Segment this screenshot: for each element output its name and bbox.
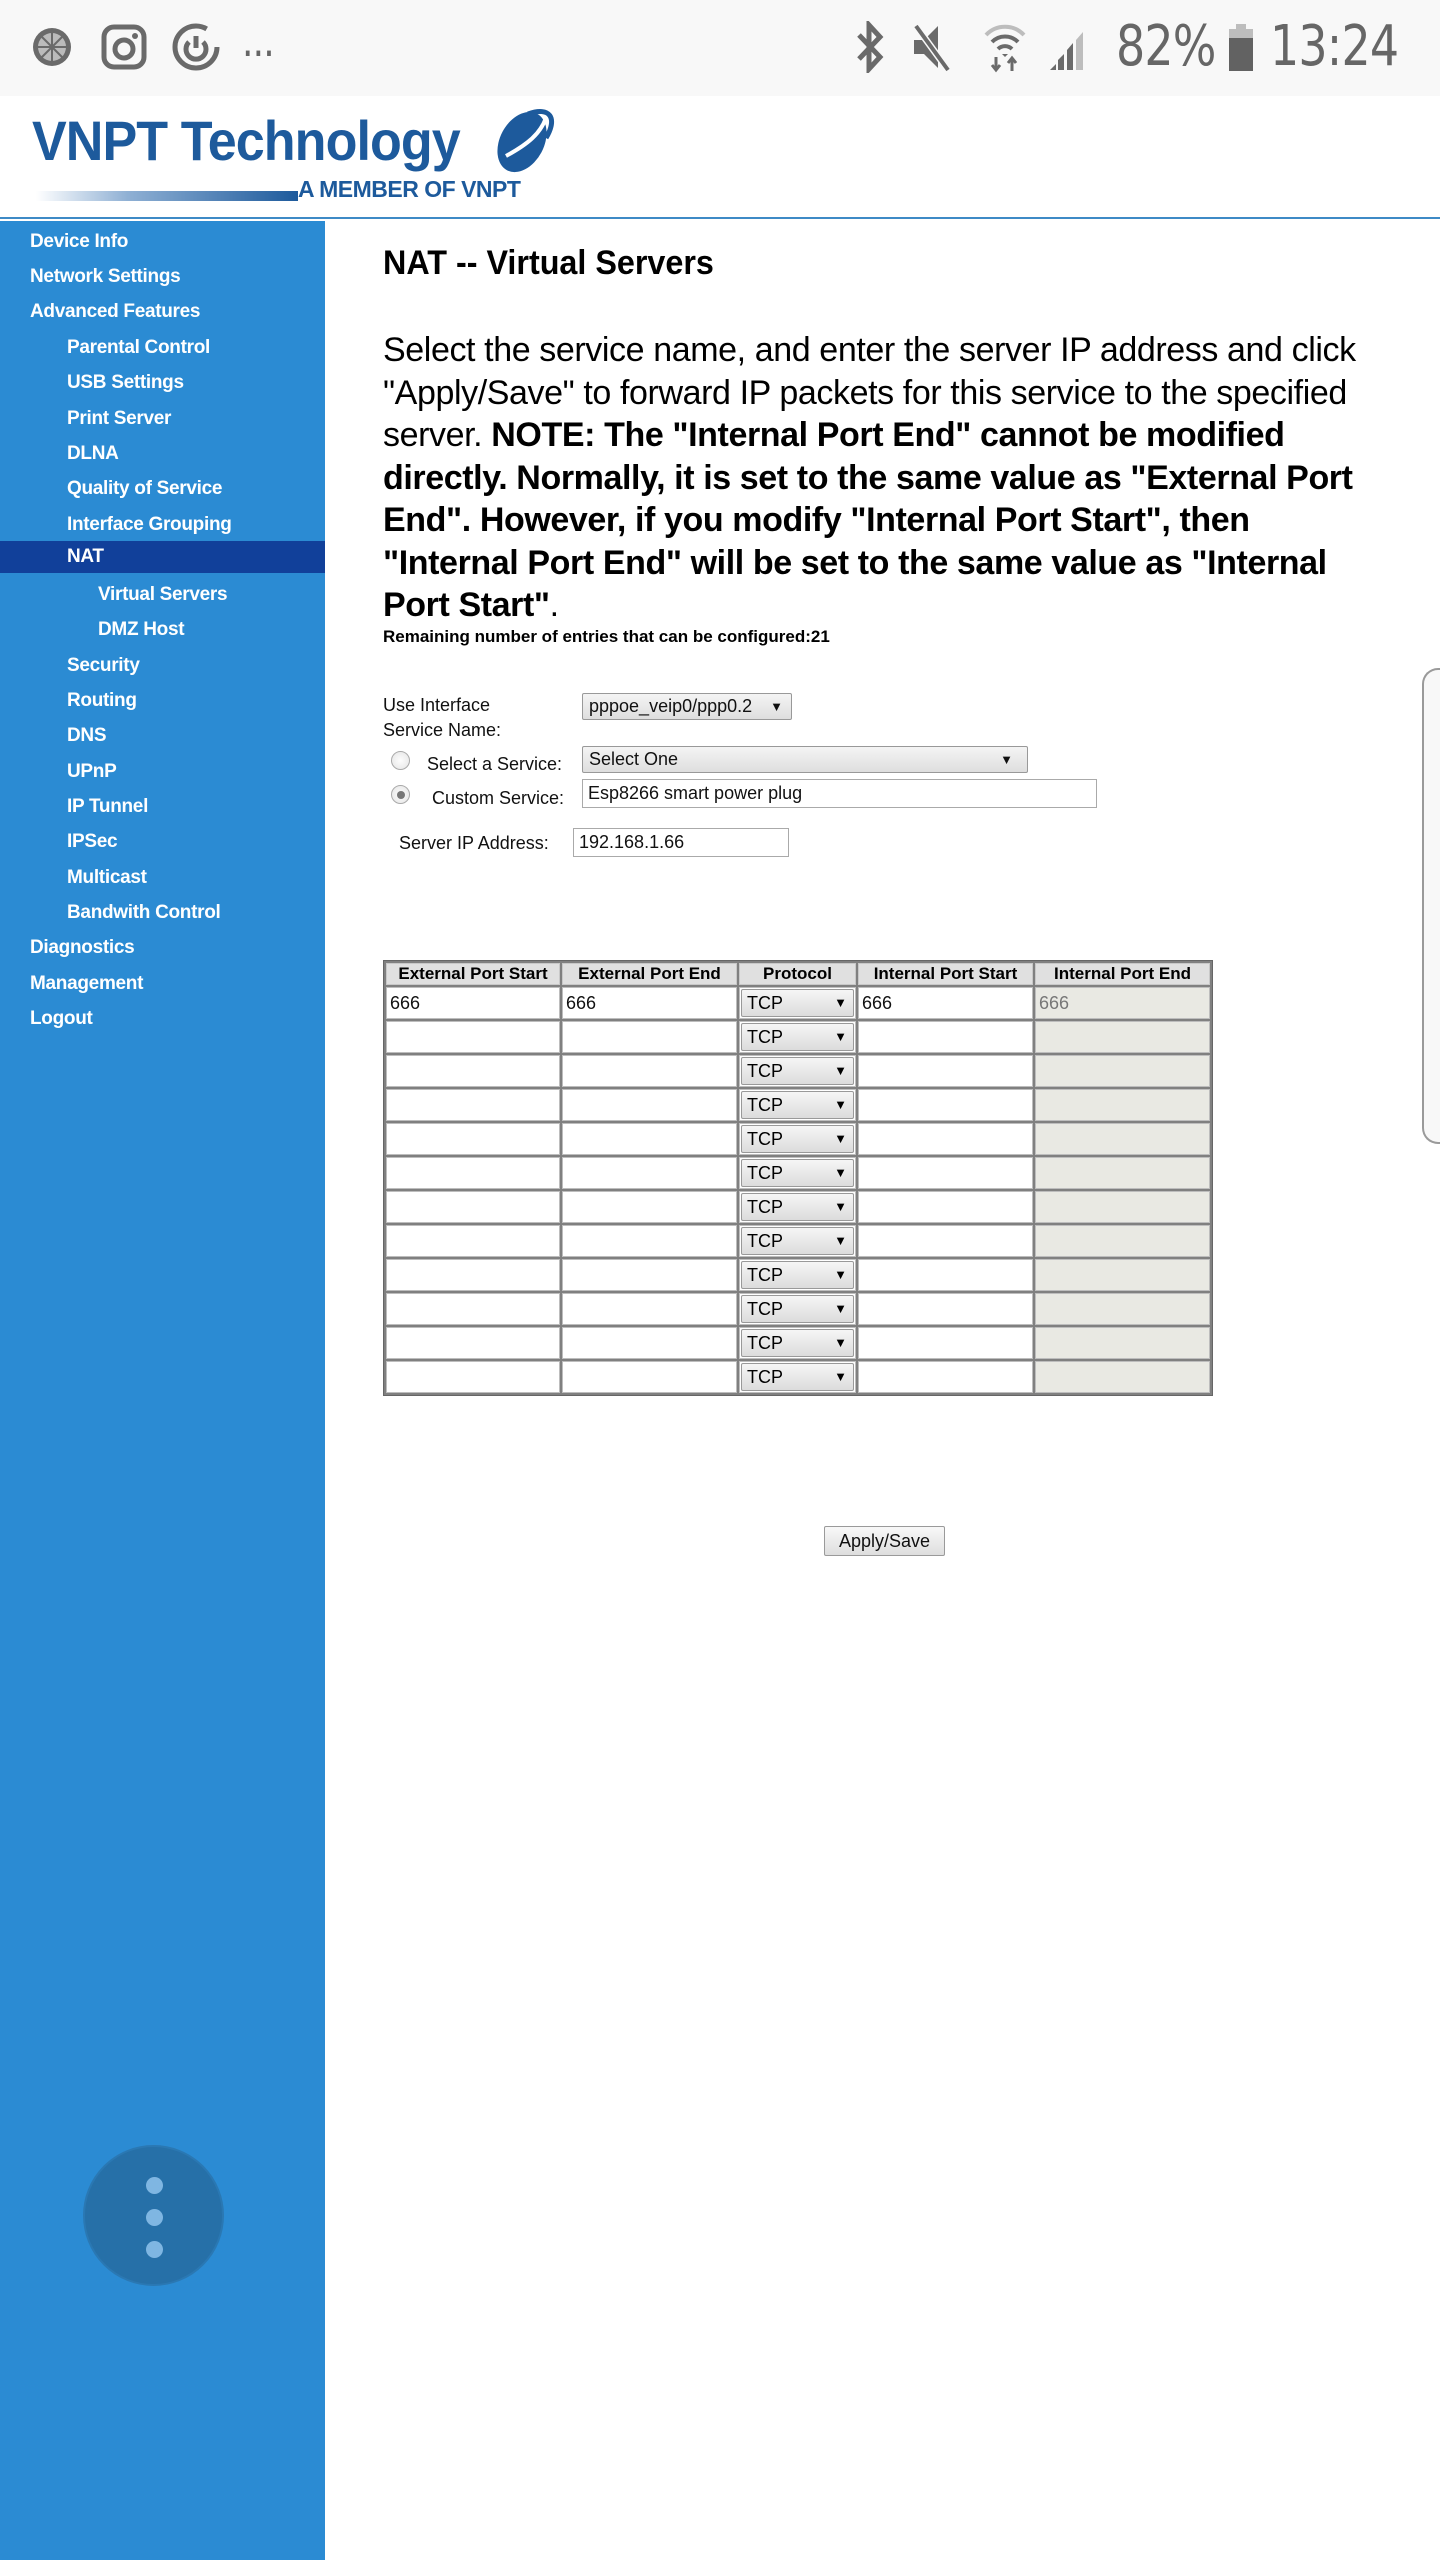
internal-port-end-readonly [1036, 1226, 1209, 1256]
floating-menu-button[interactable] [83, 2145, 224, 2286]
internal-port-end-cell [1035, 1259, 1210, 1291]
external-port-end-input[interactable] [563, 1056, 736, 1086]
external-port-end-cell[interactable] [562, 1191, 737, 1223]
battery-icon [1224, 20, 1258, 74]
external-port-start-input[interactable]: 666 [390, 993, 421, 1013]
external-port-end-input[interactable] [563, 1158, 736, 1188]
sidebar-item-ipsec[interactable]: IPSec [67, 831, 118, 852]
instagram-icon [98, 20, 150, 74]
external-port-end-input[interactable] [563, 1328, 736, 1358]
mute-icon [910, 20, 954, 74]
internal-port-end-cell [1035, 1123, 1210, 1155]
table-row [386, 1055, 1210, 1087]
external-port-end-cell[interactable] [562, 987, 737, 1019]
service-name-label: Service Name: [383, 720, 502, 740]
internal-port-end-cell [1035, 1225, 1210, 1257]
external-port-start-cell[interactable] [386, 1361, 560, 1393]
status-bar [0, 0, 1440, 96]
external-port-end-input[interactable] [563, 1294, 736, 1324]
sidebar-item-dmz-host[interactable]: DMZ Host [98, 619, 185, 640]
clock: 13:24 [1270, 14, 1399, 79]
protocol-select[interactable] [741, 1363, 854, 1391]
internal-port-end-readonly: 666 [1039, 993, 1070, 1013]
external-port-start-input[interactable] [387, 1056, 559, 1086]
protocol-select[interactable] [741, 1125, 854, 1153]
internal-port-start-cell[interactable] [858, 1293, 1033, 1325]
protocol-select[interactable] [741, 1023, 854, 1051]
external-port-start-input[interactable] [387, 1090, 559, 1120]
sidebar-item-print-server[interactable]: Print Server [67, 408, 172, 429]
dropdown-arrow-icon: ▼ [834, 1335, 847, 1350]
external-port-end-cell[interactable] [562, 1021, 737, 1053]
protocol-cell[interactable] [739, 1191, 856, 1223]
internal-port-start-input[interactable] [859, 1022, 1032, 1052]
protocol-value: TCP [747, 1367, 783, 1387]
internal-port-end-cell [1035, 1327, 1210, 1359]
internal-port-end-readonly [1036, 1260, 1209, 1290]
external-port-end-input[interactable] [563, 1090, 736, 1120]
use-interface-select[interactable] [582, 693, 792, 720]
select-service-dropdown[interactable] [582, 746, 1028, 773]
external-port-start-cell[interactable] [386, 1259, 560, 1291]
protocol-select[interactable] [741, 1091, 854, 1119]
internal-port-end-readonly [1036, 1294, 1209, 1324]
dropdown-arrow-icon: ▼ [834, 1131, 847, 1146]
internal-port-start-input[interactable] [859, 1124, 1032, 1154]
external-port-start-cell[interactable] [386, 1089, 560, 1121]
external-port-start-cell[interactable] [386, 987, 560, 1019]
weather-icon [28, 20, 76, 74]
protocol-cell[interactable] [739, 1327, 856, 1359]
table-row [386, 987, 1210, 1019]
internal-port-end-cell [1035, 1157, 1210, 1189]
remaining-entries-text: Remaining number of entries that can be configured:21 [383, 627, 830, 646]
external-port-end-input[interactable] [563, 1192, 736, 1222]
protocol-cell[interactable] [739, 1089, 856, 1121]
protocol-value: TCP [747, 1163, 783, 1183]
custom-service-input[interactable]: Esp8266 smart power plug [582, 779, 1097, 808]
external-port-end-cell[interactable] [562, 1055, 737, 1087]
internal-port-start-cell[interactable] [858, 1157, 1033, 1189]
server-ip-label: Server IP Address: [399, 833, 549, 853]
internal-port-start-cell[interactable] [858, 1327, 1033, 1359]
protocol-select[interactable] [741, 1329, 854, 1357]
external-port-end-cell[interactable] [562, 1361, 737, 1393]
brand-tagline: A MEMBER OF VNPT [298, 176, 521, 202]
internal-port-start-input[interactable] [859, 1362, 1032, 1392]
dropdown-arrow-icon: ▼ [834, 1301, 847, 1316]
edge-panel-handle[interactable] [1422, 668, 1440, 1144]
internal-port-start-cell[interactable] [858, 1191, 1033, 1223]
internal-port-end-readonly [1036, 1328, 1209, 1358]
external-port-start-input[interactable] [387, 1226, 559, 1256]
protocol-cell[interactable] [739, 1055, 856, 1087]
sidebar-item-management[interactable]: Management [30, 973, 144, 994]
internal-port-start-cell[interactable] [858, 1089, 1033, 1121]
protocol-value: TCP [747, 1129, 783, 1149]
internal-port-start-input[interactable] [859, 1056, 1032, 1086]
protocol-value: TCP [747, 1061, 783, 1081]
external-port-start-cell[interactable] [386, 1123, 560, 1155]
sidebar-item-routing[interactable]: Routing [67, 690, 137, 711]
col-internal-port-end: Internal Port End [1035, 963, 1210, 985]
internal-port-start-cell[interactable] [858, 1225, 1033, 1257]
external-port-start-input[interactable] [387, 1022, 559, 1052]
protocol-value: TCP [747, 1197, 783, 1217]
sidebar-item-nat[interactable]: NAT [0, 541, 325, 573]
external-port-start-cell[interactable] [386, 1157, 560, 1189]
internal-port-end-readonly [1036, 1124, 1209, 1154]
table-row [386, 1225, 1210, 1257]
protocol-cell[interactable] [739, 1293, 856, 1325]
protocol-value: TCP [747, 1231, 783, 1251]
internal-port-end-cell [1035, 987, 1210, 1019]
protocol-value: TCP [747, 1299, 783, 1319]
col-external-port-start: External Port Start [386, 963, 560, 985]
internal-port-start-cell[interactable] [858, 1021, 1033, 1053]
dropdown-arrow-icon: ▼ [834, 1369, 847, 1384]
dropdown-arrow-icon: ▼ [834, 1199, 847, 1214]
internal-port-start-input[interactable] [859, 1328, 1032, 1358]
table-row [386, 1123, 1210, 1155]
table-row [386, 1021, 1210, 1053]
protocol-cell[interactable] [739, 1021, 856, 1053]
custom-service-radio[interactable] [391, 785, 410, 804]
protocol-cell[interactable] [739, 987, 856, 1019]
external-port-start-cell[interactable] [386, 1055, 560, 1087]
col-protocol: Protocol [739, 963, 856, 985]
external-port-start-cell[interactable] [386, 1327, 560, 1359]
sidebar-item-virtual-servers[interactable]: Virtual Servers [98, 584, 228, 605]
page-description [383, 329, 1393, 627]
protocol-cell[interactable] [739, 1361, 856, 1393]
sidebar-item-quality-of-service[interactable]: Quality of Service [67, 478, 223, 499]
dropdown-arrow-icon: ▼ [834, 1233, 847, 1248]
sidebar-item-parental-control[interactable]: Parental Control [67, 337, 210, 358]
table-row [386, 1327, 1210, 1359]
protocol-select[interactable] [741, 1159, 854, 1187]
protocol-select[interactable] [741, 1193, 854, 1221]
internal-port-end-cell [1035, 1293, 1210, 1325]
dropdown-arrow-icon: ▼ [834, 1097, 847, 1112]
internal-port-end-cell [1035, 1089, 1210, 1121]
external-port-end-cell[interactable] [562, 1225, 737, 1257]
internal-port-start-cell[interactable] [858, 987, 1033, 1019]
internal-port-start-cell[interactable] [858, 1361, 1033, 1393]
internal-port-start-input[interactable] [859, 1294, 1032, 1324]
table-row [386, 1259, 1210, 1291]
sidebar-item-diagnostics[interactable]: Diagnostics [30, 937, 135, 958]
apply-save-button[interactable]: Apply/Save [824, 1526, 945, 1556]
external-port-end-input[interactable] [563, 1362, 736, 1392]
protocol-cell[interactable] [739, 1259, 856, 1291]
dropdown-arrow-icon: ▼ [770, 699, 783, 714]
signal-icon [1046, 20, 1088, 74]
sidebar-item-upnp[interactable]: UPnP [67, 761, 117, 782]
protocol-select[interactable] [741, 989, 854, 1017]
internal-port-start-input[interactable] [859, 1260, 1032, 1290]
dropdown-arrow-icon: ▼ [834, 1267, 847, 1282]
dropdown-arrow-icon: ▼ [834, 1029, 847, 1044]
dropdown-arrow-icon: ▼ [834, 1063, 847, 1078]
protocol-cell[interactable] [739, 1123, 856, 1155]
external-port-end-cell[interactable] [562, 1157, 737, 1189]
logo-gradient-bar [36, 191, 298, 201]
table-row [386, 1089, 1210, 1121]
internal-port-start-input[interactable] [859, 1090, 1032, 1120]
dropdown-arrow-icon: ▼ [1000, 752, 1013, 767]
protocol-value: TCP [747, 993, 783, 1013]
select-service-radio[interactable] [391, 751, 410, 770]
internal-port-start-input[interactable] [859, 1226, 1032, 1256]
internal-port-end-cell [1035, 1191, 1210, 1223]
protocol-value: TCP [747, 1333, 783, 1353]
internal-port-end-readonly [1036, 1192, 1209, 1222]
sidebar-item-interface-grouping[interactable]: Interface Grouping [67, 514, 232, 535]
internal-port-end-cell [1035, 1021, 1210, 1053]
external-port-end-input[interactable]: 666 [566, 993, 597, 1013]
external-port-end-cell[interactable] [562, 1259, 737, 1291]
custom-service-label: Custom Service: [432, 788, 565, 808]
table-row [386, 1191, 1210, 1223]
sync-icon [170, 20, 222, 74]
protocol-value: TCP [747, 1265, 783, 1285]
bluetooth-icon [852, 20, 888, 74]
external-port-end-cell[interactable] [562, 1293, 737, 1325]
description-end: . [549, 586, 559, 624]
use-interface-value: pppoe_veip0/ppp0.2 [589, 696, 753, 716]
internal-port-end-readonly [1036, 1056, 1209, 1086]
external-port-start-input[interactable] [387, 1362, 559, 1392]
internal-port-start-cell[interactable] [858, 1055, 1033, 1087]
external-port-start-input[interactable] [387, 1294, 559, 1324]
external-port-start-input[interactable] [387, 1328, 559, 1358]
table-row [386, 1157, 1210, 1189]
page-title: NAT -- Virtual Servers [383, 244, 714, 282]
sidebar-item-ip-tunnel[interactable]: IP Tunnel [67, 796, 149, 817]
internal-port-start-input[interactable] [859, 1192, 1032, 1222]
internal-port-end-readonly [1036, 1090, 1209, 1120]
sidebar-item-device-info[interactable]: Device Info [30, 231, 129, 252]
internal-port-start-input[interactable] [859, 1158, 1032, 1188]
external-port-start-cell[interactable] [386, 1225, 560, 1257]
sidebar-item-multicast[interactable]: Multicast [67, 867, 147, 888]
description-note: NOTE: The "Internal Port End" cannot be modified directly. Normally, it is set to the same value as "External Port End". However, if you modify "Internal Port Start", then "Internal Port End" will be set to the same value as "Internal Port Start" [383, 416, 1353, 624]
internal-port-start-cell[interactable] [858, 1259, 1033, 1291]
col-internal-port-start: Internal Port Start [858, 963, 1033, 985]
brand-logo-text: VNPT Technology [32, 109, 460, 172]
vnpt-globe-icon [488, 104, 558, 183]
protocol-value: TCP [747, 1095, 783, 1115]
wifi-icon [982, 20, 1028, 74]
external-port-start-input[interactable] [387, 1192, 559, 1222]
battery-level: 82% [1116, 14, 1216, 79]
internal-port-end-cell [1035, 1361, 1210, 1393]
protocol-select[interactable] [741, 1295, 854, 1323]
more-notifications-icon: ... [242, 16, 274, 67]
internal-port-end-readonly [1036, 1022, 1209, 1052]
external-port-start-input[interactable] [387, 1158, 559, 1188]
protocol-value: TCP [747, 1027, 783, 1047]
internal-port-end-readonly [1036, 1158, 1209, 1188]
table-header-row [386, 963, 1210, 985]
server-ip-input[interactable]: 192.168.1.66 [573, 828, 789, 857]
sidebar-item-security[interactable]: Security [67, 655, 140, 676]
dropdown-arrow-icon: ▼ [834, 995, 847, 1010]
external-port-start-input[interactable] [387, 1124, 559, 1154]
sidebar-item-bandwith-control[interactable]: Bandwith Control [67, 902, 221, 923]
internal-port-start-cell[interactable] [858, 1123, 1033, 1155]
external-port-end-cell[interactable] [562, 1089, 737, 1121]
sidebar-item-dlna[interactable]: DLNA [67, 443, 119, 464]
internal-port-end-cell [1035, 1055, 1210, 1087]
port-mapping-table [383, 960, 1213, 1396]
external-port-end-input[interactable] [563, 1226, 736, 1256]
table-row [386, 1361, 1210, 1393]
dropdown-arrow-icon: ▼ [834, 1165, 847, 1180]
external-port-start-cell[interactable] [386, 1191, 560, 1223]
use-interface-label: Use Interface [383, 695, 491, 715]
sidebar-item-logout[interactable]: Logout [30, 1008, 93, 1029]
external-port-start-cell[interactable] [386, 1293, 560, 1325]
protocol-select[interactable] [741, 1261, 854, 1289]
external-port-end-input[interactable] [563, 1260, 736, 1290]
description-text: Select the service name, and enter the server IP address and click "Apply/Save" to forward IP packets for this service to the specified server. [383, 331, 1356, 454]
external-port-end-input[interactable] [563, 1124, 736, 1154]
protocol-select[interactable] [741, 1057, 854, 1085]
external-port-start-cell[interactable] [386, 1021, 560, 1053]
external-port-start-input[interactable] [387, 1260, 559, 1290]
protocol-select[interactable] [741, 1227, 854, 1255]
col-external-port-end: External Port End [562, 963, 737, 985]
protocol-cell[interactable] [739, 1157, 856, 1189]
sidebar-item-advanced-features[interactable]: Advanced Features [30, 301, 201, 322]
external-port-end-cell[interactable] [562, 1327, 737, 1359]
sidebar-item-usb-settings[interactable]: USB Settings [67, 372, 184, 393]
sidebar-item-dns[interactable]: DNS [67, 725, 107, 746]
sidebar-item-network-settings[interactable]: Network Settings [30, 266, 181, 287]
select-service-label: Select a Service: [427, 754, 563, 774]
external-port-end-input[interactable] [563, 1022, 736, 1052]
internal-port-start-input[interactable]: 666 [862, 993, 893, 1013]
protocol-cell[interactable] [739, 1225, 856, 1257]
table-row [386, 1293, 1210, 1325]
internal-port-end-readonly [1036, 1362, 1209, 1392]
external-port-end-cell[interactable] [562, 1123, 737, 1155]
select-service-value: Select One [589, 749, 679, 769]
